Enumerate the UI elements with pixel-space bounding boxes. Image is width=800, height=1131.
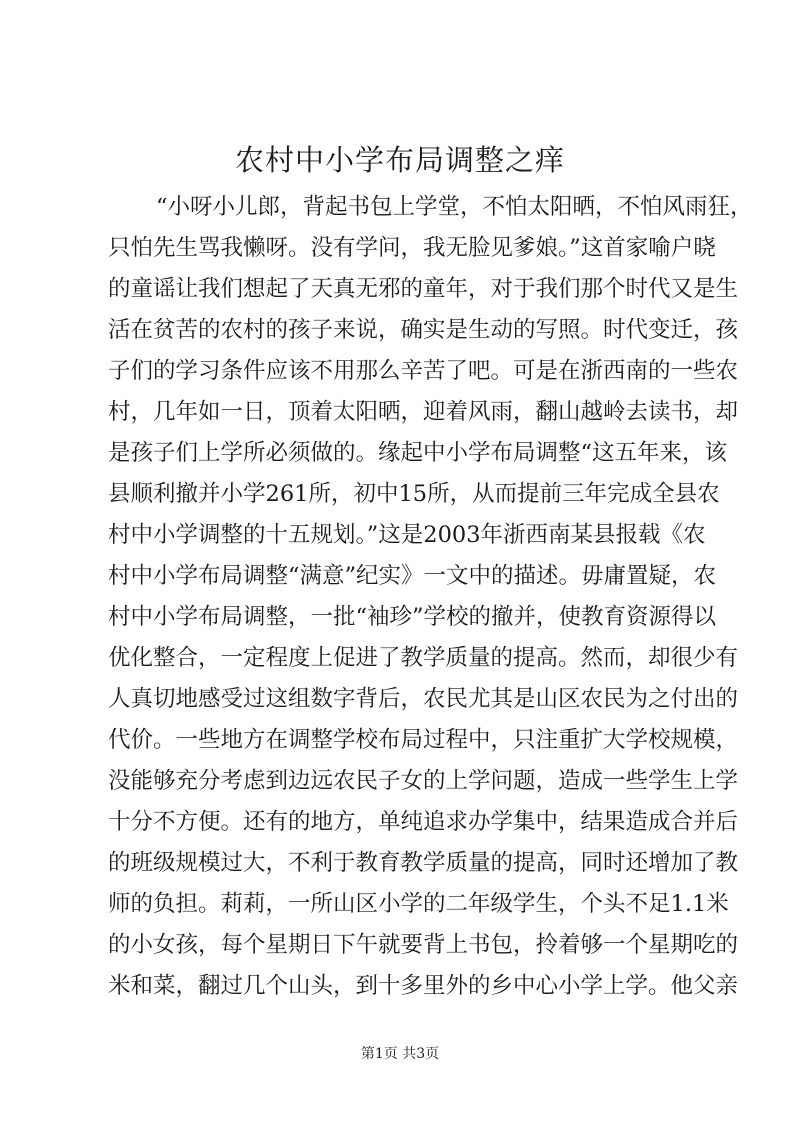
body-line: 的小女孩，每个星期日下午就要背上书包，拎着够一个星期吃的	[108, 932, 739, 958]
body-line: 村中小学调整的十五规划。”这是2003年浙西南某县报载《农	[108, 522, 706, 548]
body-line: 师的负担。莉莉，一所山区小学的二年级学生，个头不足1.1米	[108, 891, 729, 917]
body-line: 村，几年如一日，顶着太阳晒，迎着风雨，翻山越岭去读书，却	[108, 399, 739, 425]
article-body	[108, 187, 753, 1007]
body-line: 子们的学习条件应该不用那么辛苦了吧。可是在浙西南的一些农	[108, 358, 739, 384]
body-line: 代价。一些地方在调整学校布局过程中，只注重扩大学校规模，	[108, 727, 739, 753]
body-line: 的童谣让我们想起了天真无邪的童年，对于我们那个时代又是生	[108, 276, 739, 302]
document-title: 农村中小学布局调整之痒	[234, 143, 565, 177]
body-line: 只怕先生骂我懒呀。没有学问，我无脸见爹娘。”这首家喻户晓	[108, 235, 716, 261]
body-line: 没能够充分考虑到边远农民子女的上学问题，造成一些学生上学	[108, 768, 739, 794]
page-number: 第1页 共3页	[360, 1046, 440, 1062]
body-line: 十分不方便。还有的地方，单纯追求办学集中，结果造成合并后	[108, 809, 739, 835]
body-line: 的班级规模过大，不利于教育教学质量的提高，同时还增加了教	[108, 850, 739, 876]
body-line: 村中小学布局调整，一批“袖珍”学校的撤并，使教育资源得以	[108, 604, 717, 630]
body-line: 是孩子们上学所必须做的。缘起中小学布局调整“这五年来，该	[108, 440, 728, 466]
body-line: 村中小学布局调整“满意”纪实》一文中的描述。毋庸置疑，农	[108, 563, 717, 589]
body-line: “小呀小儿郎，背起书包上学堂，不怕太阳晒，不怕风雨狂，	[156, 194, 753, 220]
body-line: 米和菜，翻过几个山头，到十多里外的乡中心小学上学。他父亲	[108, 973, 739, 999]
body-line: 县顺利撤并小学261所，初中15所，从而提前三年完成全县农	[108, 481, 720, 507]
body-line: 优化整合，一定程度上促进了教学质量的提高。然而，却很少有	[108, 645, 739, 671]
body-line: 人真切地感受过这组数字背后，农民尤其是山区农民为之付出的	[108, 686, 739, 712]
body-line: 活在贫苦的农村的孩子来说，确实是生动的写照。时代变迁，孩	[108, 317, 739, 343]
